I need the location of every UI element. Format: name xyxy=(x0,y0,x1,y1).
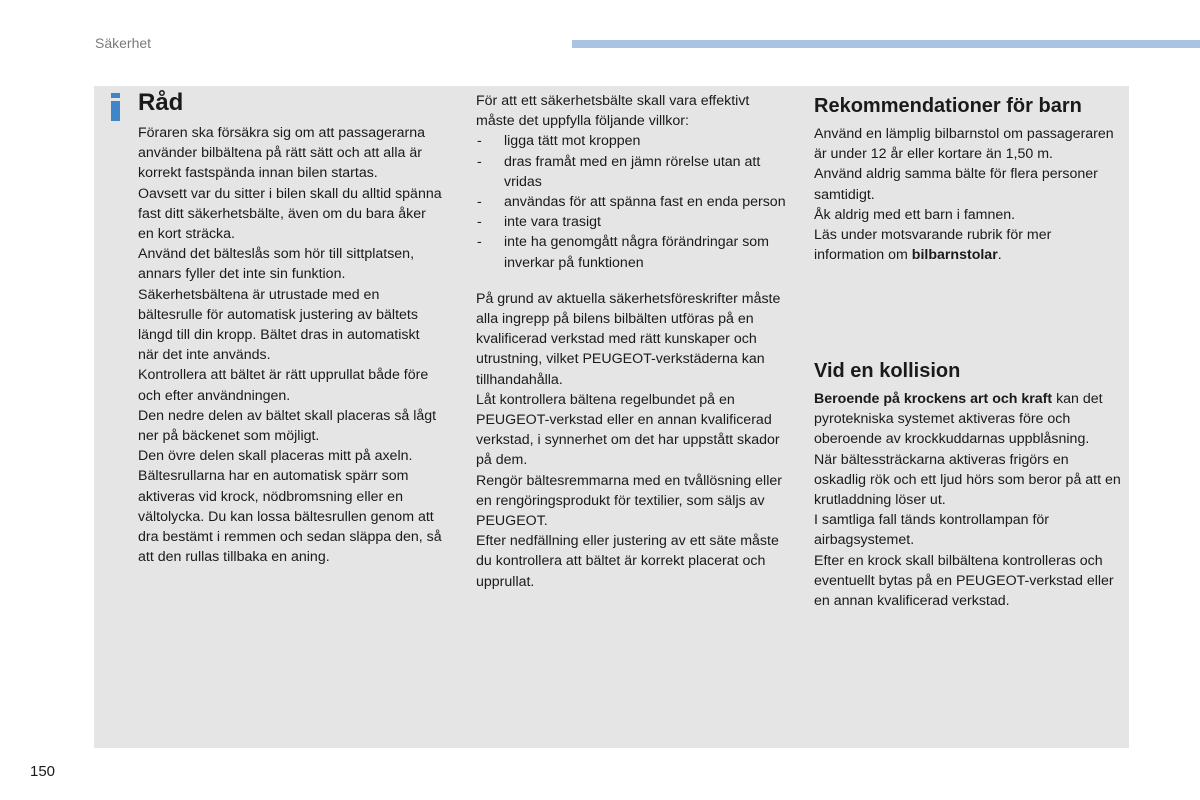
conditions-paragraph: Rengör bältesremmarna med en tvållösning eller en rengöringsprodukt för textilier, som säljs av PEUGEOT. xyxy=(476,472,782,530)
collision-paragraph: I samtliga fall tänds kontrollampan för airbagsystemet. xyxy=(814,512,1049,549)
children-paragraph: Åk aldrig med ett barn i famnen. xyxy=(814,206,1016,223)
conditions-paragraph: Låt kontrollera bältena regelbundet på en PEUGEOT-verkstad eller en annan kvalificerad verkstad, i synnerhet om det har uppstått skador på dem. xyxy=(476,391,780,469)
header-accent-bar xyxy=(572,40,1200,48)
advice-title: Råd xyxy=(138,89,184,116)
advice-paragraph: Säkerhetsbältena är utrustade med en bältesrulle för automatisk justering av bältets längd till din kropp. Bältet dras in automatiskt när det inte används. xyxy=(138,286,420,364)
info-icon xyxy=(111,93,120,121)
collision-lead-bold: Beroende på krockens art och kraft xyxy=(814,391,1053,407)
collision-lead xyxy=(814,389,1124,450)
advice-paragraph: Kontrollera att bältet är rätt upprullat både före och efter användningen. xyxy=(138,367,429,404)
section-label: Säkerhet xyxy=(95,35,152,51)
page-number: 150 xyxy=(30,763,56,780)
collision-lead-rest: kan det pyrotekniska systemet aktiveras före och oberoende av krockkuddarnas uppblåsning. xyxy=(814,391,1103,448)
advice-paragraph: Den övre delen skall placeras mitt på axeln. xyxy=(138,448,413,465)
collision-paragraph: Efter en krock skall bilbältena kontrolleras och eventuellt bytas på en PEUGEOT-verkstad eller en annan kvalificerad verkstad. xyxy=(814,552,1114,610)
list-item: - användas för att spänna fast en enda person xyxy=(476,192,791,212)
collision-title: Vid en kollision xyxy=(814,360,961,382)
list-item: - inte vara trasigt xyxy=(476,212,791,232)
list-item: - inte ha genomgått några förändringar som inverkar på funktionen xyxy=(476,232,791,272)
children-paragraph: Använd aldrig samma bälte för flera personer samtidigt. xyxy=(814,166,1098,203)
children-paragraph: Använd en lämplig bilbarnstol om passageraren är under 12 år eller kortare än 1,50 m. xyxy=(814,126,1114,163)
advice-paragraph: Använd det bälteslås som hör till sittplatsen, annars fyller det inte sin funktion. xyxy=(138,246,415,283)
conditions-paragraph: Efter nedfällning eller justering av ett säte måste du kontrollera att bältet är korrekt placerat och upprullat. xyxy=(476,533,779,590)
advice-paragraph: Den nedre delen av bältet skall placeras så lågt ner på bäckenet som möjligt. xyxy=(138,407,437,445)
children-reference xyxy=(814,225,1124,265)
list-item: - ligga tätt mot kroppen xyxy=(476,131,791,151)
conditions-intro: För att ett säkerhetsbälte skall vara effektivt måste det uppfylla följande villkor: xyxy=(476,93,750,130)
collision-paragraph: När bältessträckarna aktiveras frigörs en oskadlig rök och ett ljud hörs som beror på att en krutladdning löser ut. xyxy=(814,451,1121,509)
reference-text: Läs under motsvarande rubrik för mer information om xyxy=(814,227,1052,264)
children-body xyxy=(814,124,1124,265)
advice-body xyxy=(138,123,443,567)
advice-paragraph: Oavsett var du sitter i bilen skall du alltid spänna fast ditt säkerhetsbälte, även om du bara åker en kort sträcka. xyxy=(138,185,442,243)
advice-paragraph: Föraren ska försäkra sig om att passagerarna använder bilbältena på rätt sätt och att alla är korrekt fastspända innan bilen startas. xyxy=(138,125,426,182)
children-title: Rekommendationer för barn xyxy=(814,95,1082,117)
conditions-list xyxy=(476,131,791,272)
reference-suffix: . xyxy=(997,247,1002,264)
collision-body xyxy=(814,389,1124,611)
conditions-paragraph: På grund av aktuella säkerhetsföreskrifter måste alla ingrepp på bilens bilbälten utföras på en kvalificerad verkstad med rätt kunskaper och utrustning, vilket PEUGEOT-verkstäderna kan tillhandahålla. xyxy=(476,290,781,388)
reference-link-text: bilbarnstolar xyxy=(911,247,998,264)
conditions-body xyxy=(476,91,791,592)
advice-paragraph: Bältesrullarna har en automatisk spärr som aktiveras vid krock, nödbromsning eller en vältolycka. Du kan lossa bältesrullen genom att dra bestämt i remmen och sedan släppa den, så att den rullas tillbaka en aning. xyxy=(138,468,442,566)
list-item: - dras framåt med en jämn rörelse utan att vridas xyxy=(476,152,791,192)
